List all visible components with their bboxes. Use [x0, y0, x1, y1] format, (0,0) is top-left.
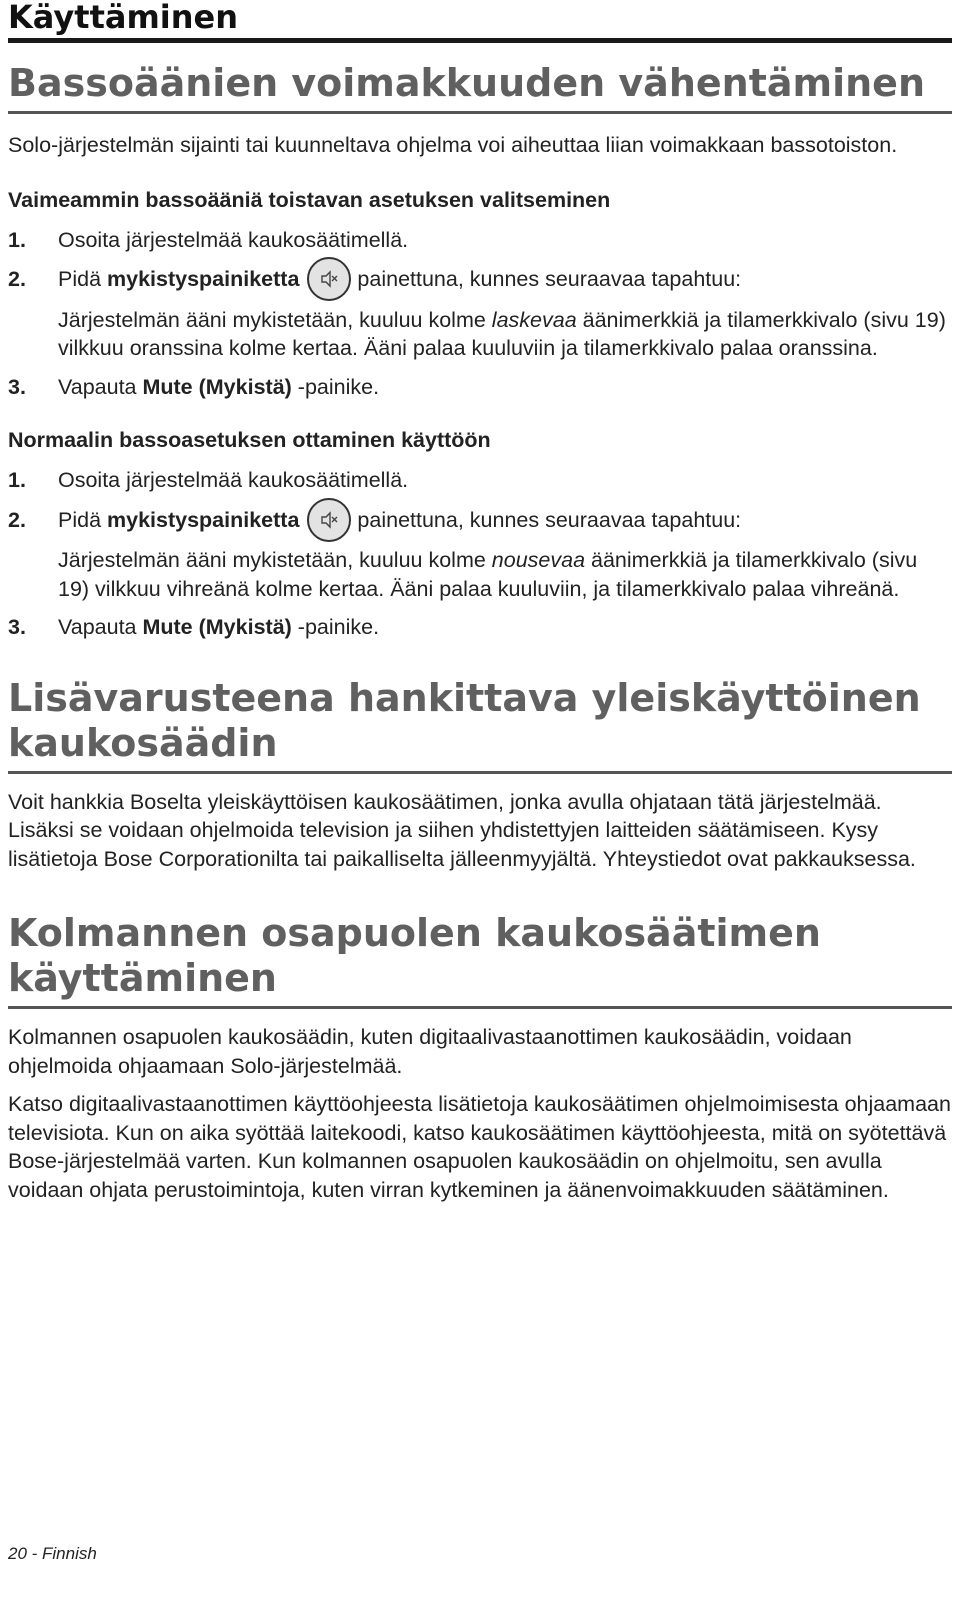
bass-intro: Solo-järjestelmän sijainti tai kuunneltava ohjelma voi aiheuttaa liian voimakkaan bassotoiston. [8, 133, 898, 157]
step-number: 2. [8, 267, 26, 291]
step-text-pre: Pidä [58, 507, 108, 532]
result-text-post: äänimerkkiä ja tilamerkkivalo (sivu 19) vilkkuu oranssina kolme kertaa. Ääni palaa kuuluviin ja tilamerkkivalo palaa oranssina. [58, 307, 946, 360]
step-number: 1. [8, 227, 26, 252]
result-emphasis: nousevaa [491, 548, 586, 572]
step-number: 2. [8, 507, 26, 532]
universal-body: Voit hankkia Boselta yleiskäyttöisen kaukosäätimen, jonka avulla ohjataan tätä järjestelmää. Lisäksi se voidaan ohjelmoida television ja siihen yhdistettyjen laitteiden säätämiseen. Kysy lisätietoja Bose Corporationilta tai paikalliselta jälleenmyyjältä. Yhteystiedot ovat pakkauksessa. [8, 789, 916, 871]
reduce-heading: Vaimeammin bassoääniä toistavan asetuksen valitseminen [8, 187, 611, 212]
step-text-pre: Vapauta [58, 615, 143, 639]
step-bold: Mute (Mykistä) [142, 374, 292, 399]
thirdparty-section-title: Kolmannen osapuolen kaukosäätimen käyttäminen [8, 911, 821, 1000]
page-footer: 20 - Finnish [8, 1544, 97, 1563]
result-text-pre: Järjestelmän ääni mykistetään, kuuluu kolme [58, 307, 492, 332]
step-text-pre: Vapauta [58, 374, 143, 399]
page [8, 0, 952, 1204]
step-number: 3. [8, 615, 26, 639]
step-text-post: painettuna, kunnes seuraavaa tapahtuu: [357, 267, 742, 291]
reduce-step-1 [8, 226, 952, 255]
step-number: 3. [8, 374, 26, 399]
mute-button-label: mykistyspainiketta [107, 267, 300, 291]
reduce-step-2 [8, 265, 952, 294]
result-text-post: äänimerkkiä ja tilamerkkivalo (sivu 19) vilkkuu vihreänä kolme kertaa. Ääni palaa kuuluviin, ja tilamerkkivalo palaa vihreänä. [58, 548, 918, 601]
chapter-title: Käyttäminen [8, 0, 239, 36]
mute-button-icon [307, 498, 351, 542]
result-text-pre: Järjestelmän ääni mykistetään, kuuluu kolme [58, 548, 492, 572]
reduce-step-3 [8, 373, 952, 402]
normal-heading: Normaalin bassoasetuksen ottaminen käyttöön [8, 428, 491, 452]
normal-step-3 [8, 613, 952, 642]
result-emphasis: laskevaa [491, 307, 577, 332]
thirdparty-body-1: Kolmannen osapuolen kaukosäädin, kuten digitaalivastaanottimen kaukosäädin, voidaan ohjelmoida ohjaamaan Solo-järjestelmää. [8, 1025, 852, 1078]
step-text-post: -painike. [291, 615, 380, 639]
step-bold: Mute (Mykistä) [142, 615, 292, 639]
bass-section-title: Bassoäänien voimakkuuden vähentäminen [8, 61, 926, 105]
reduce-result [8, 306, 952, 363]
thirdparty-body-2: Katso digitaalivastaanottimen käyttöohjeesta lisätietoja kaukosäätimen ohjelmoimisesta ohjaamaan televisiota. Kun on aika syöttää laitekoodi, katso kaukosäätimen käyttöohjeesta, mitä on syötettävä Bose-järjestelmää varten. Kun kolmannen osapuolen kaukosäädin on ohjelmoitu, sen avulla voidaan ohjata perustoimintoja, kuten virran kytkeminen ja äänenvoimakkuuden säätäminen. [8, 1092, 951, 1202]
normal-step-2 [8, 506, 952, 535]
step-text: Osoita järjestelmää kaukosäätimellä. [58, 227, 409, 252]
step-text-post: -painike. [291, 374, 380, 399]
step-number: 1. [8, 468, 26, 492]
normal-step-1 [8, 466, 952, 495]
step-text-pre: Pidä [58, 267, 108, 291]
mute-button-label: mykistyspainiketta [107, 507, 300, 532]
normal-result [8, 546, 952, 603]
universal-section-title: Lisävarusteena hankittava yleiskäyttöinen kaukosäädin [8, 675, 921, 765]
step-text: Osoita järjestelmää kaukosäätimellä. [58, 468, 409, 492]
step-text-post: painettuna, kunnes seuraavaa tapahtuu: [357, 507, 742, 532]
